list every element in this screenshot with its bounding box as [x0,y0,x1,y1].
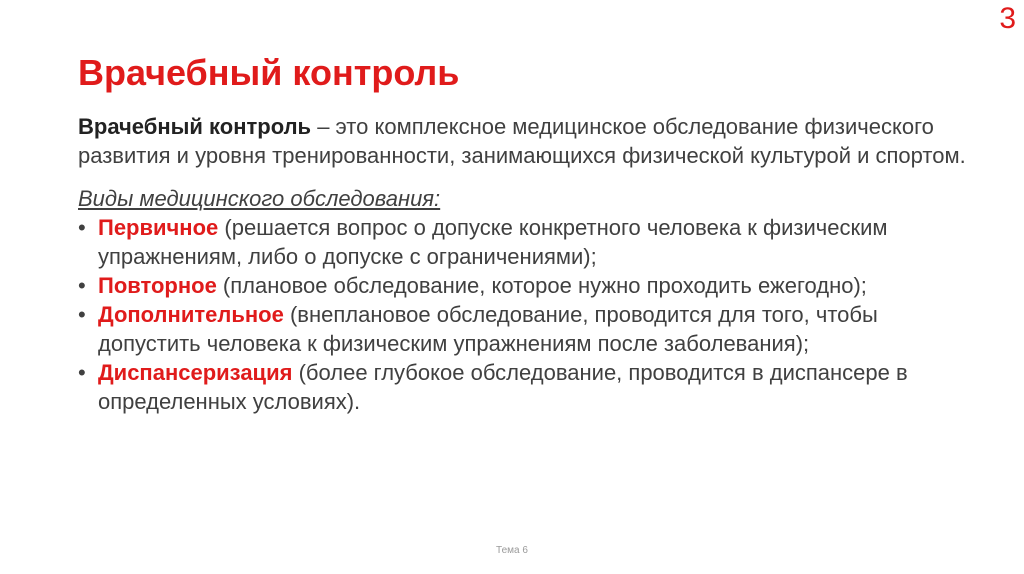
definition [78,112,978,170]
list-item [78,213,978,271]
type-name: Дополнительное [98,302,284,327]
types-list [78,213,978,416]
bullet-icon: • [78,273,86,298]
slide-title: Врачебный контроль [78,52,460,93]
type-name: Первичное [98,215,219,240]
bullet-icon: • [78,360,86,385]
slide-number: 3 [999,2,1016,35]
bullet-icon: • [78,215,86,240]
types-subheading: Виды медицинского обследования: [78,186,441,211]
list-item [78,358,978,416]
bullet-icon: • [78,302,86,327]
list-item [78,300,978,358]
type-description: (более глубокое обследование, проводится в диспансере в определенных условиях). [98,360,908,414]
list-item [78,271,978,300]
slide-content [78,112,978,416]
definition-text: – это комплексное медицинское обследование физического развития и уровня тренированности, занимающихся физической культурой и спортом. [78,114,966,168]
type-description: (плановое обследование, которое нужно проходить ежегодно); [216,273,867,298]
footer-topic: Тема 6 [496,545,528,556]
definition-term: Врачебный контроль [78,114,312,139]
type-description: (решается вопрос о допуске конкретного человека к физическим упражнениям, либо о допуске с ограничениями); [98,215,888,269]
type-name: Диспансеризация [98,360,293,385]
type-name: Повторное [98,273,217,298]
type-description: (внеплановое обследование, проводится для того, чтобы допустить человека к физическим упражнениям после заболевания); [98,302,878,356]
